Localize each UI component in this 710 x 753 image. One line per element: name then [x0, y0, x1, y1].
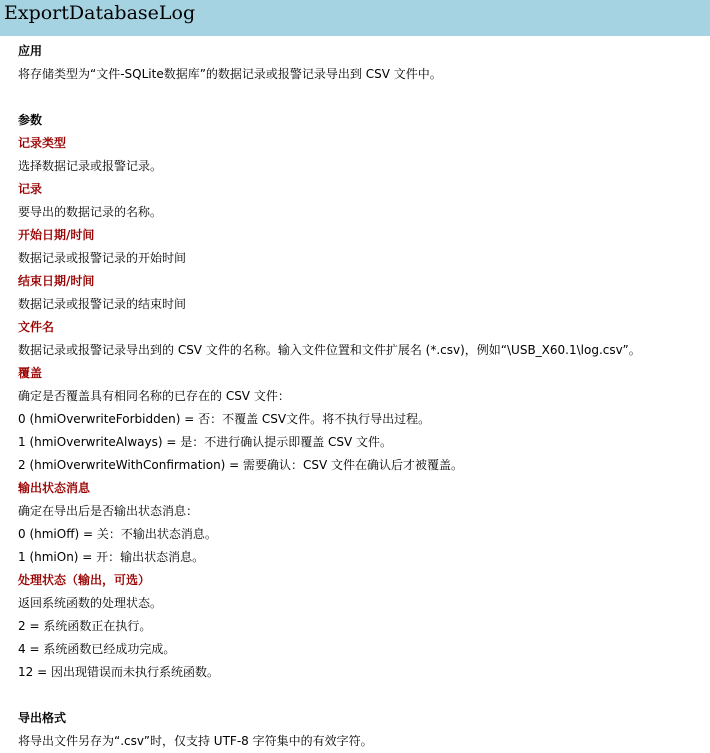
param-start-datetime-name: 开始日期/时间: [18, 228, 95, 242]
param-record-name: 记录: [18, 182, 43, 196]
export-format-text: 将导出文件另存为“.csv”时，仅支持 UTF-8 字符集中的有效字符。: [18, 734, 373, 748]
application-heading: 应用: [18, 44, 43, 58]
spacer: [18, 86, 710, 109]
document-body: [0, 36, 710, 753]
param-overwrite-option: 0 (hmiOverwriteForbidden) = 否：不覆盖 CSV文件。将不执行导出过程。: [18, 412, 431, 426]
spacer: [18, 684, 710, 707]
param-record-type-name: 记录类型: [18, 136, 67, 150]
param-processing-status-option: 4 = 系统函数已经成功完成。: [18, 642, 176, 656]
param-overwrite-desc: 确定是否覆盖具有相同名称的已存在的 CSV 文件：: [18, 389, 290, 403]
param-end-datetime-name: 结束日期/时间: [18, 274, 95, 288]
page-title: ExportDatabaseLog: [4, 2, 196, 24]
param-processing-status-option: 2 = 系统函数正在执行。: [18, 619, 152, 633]
param-start-datetime-desc: 数据记录或报警记录的开始时间: [18, 251, 187, 265]
param-processing-status-desc: 返回系统函数的处理状态。: [18, 596, 163, 610]
parameters-heading: 参数: [18, 113, 43, 127]
param-status-message-option: 0 (hmiOff) = 关：不输出状态消息。: [18, 527, 217, 541]
param-status-message-desc: 确定在导出后是否输出状态消息：: [18, 504, 199, 518]
param-status-message-option: 1 (hmiOn) = 开：输出状态消息。: [18, 550, 205, 564]
param-status-message-name: 输出状态消息: [18, 481, 91, 495]
export-format-heading: 导出格式: [18, 711, 67, 725]
param-overwrite-option: 2 (hmiOverwriteWithConfirmation) = 需要确认：CSV 文件在确认后才被覆盖。: [18, 458, 464, 472]
param-filename-desc: 数据记录或报警记录导出到的 CSV 文件的名称。输入文件位置和文件扩展名 (*.csv)，例如“\USB_X60.1\log.csv”。: [18, 343, 641, 357]
param-overwrite-name: 覆盖: [18, 366, 43, 380]
application-text: 将存储类型为“文件-SQLite数据库”的数据记录或报警记录导出到 CSV 文件中。: [18, 67, 442, 81]
param-processing-status-option: 12 = 因出现错误而未执行系统函数。: [18, 665, 219, 679]
param-processing-status-name: 处理状态（输出，可选）: [18, 573, 151, 587]
param-overwrite-option: 1 (hmiOverwriteAlways) = 是：不进行确认提示即覆盖 CSV 文件。: [18, 435, 393, 449]
title-bar: [0, 0, 710, 36]
param-end-datetime-desc: 数据记录或报警记录的结束时间: [18, 297, 187, 311]
param-record-type-desc: 选择数据记录或报警记录。: [18, 159, 163, 173]
param-record-desc: 要导出的数据记录的名称。: [18, 205, 163, 219]
param-filename-name: 文件名: [18, 320, 55, 334]
